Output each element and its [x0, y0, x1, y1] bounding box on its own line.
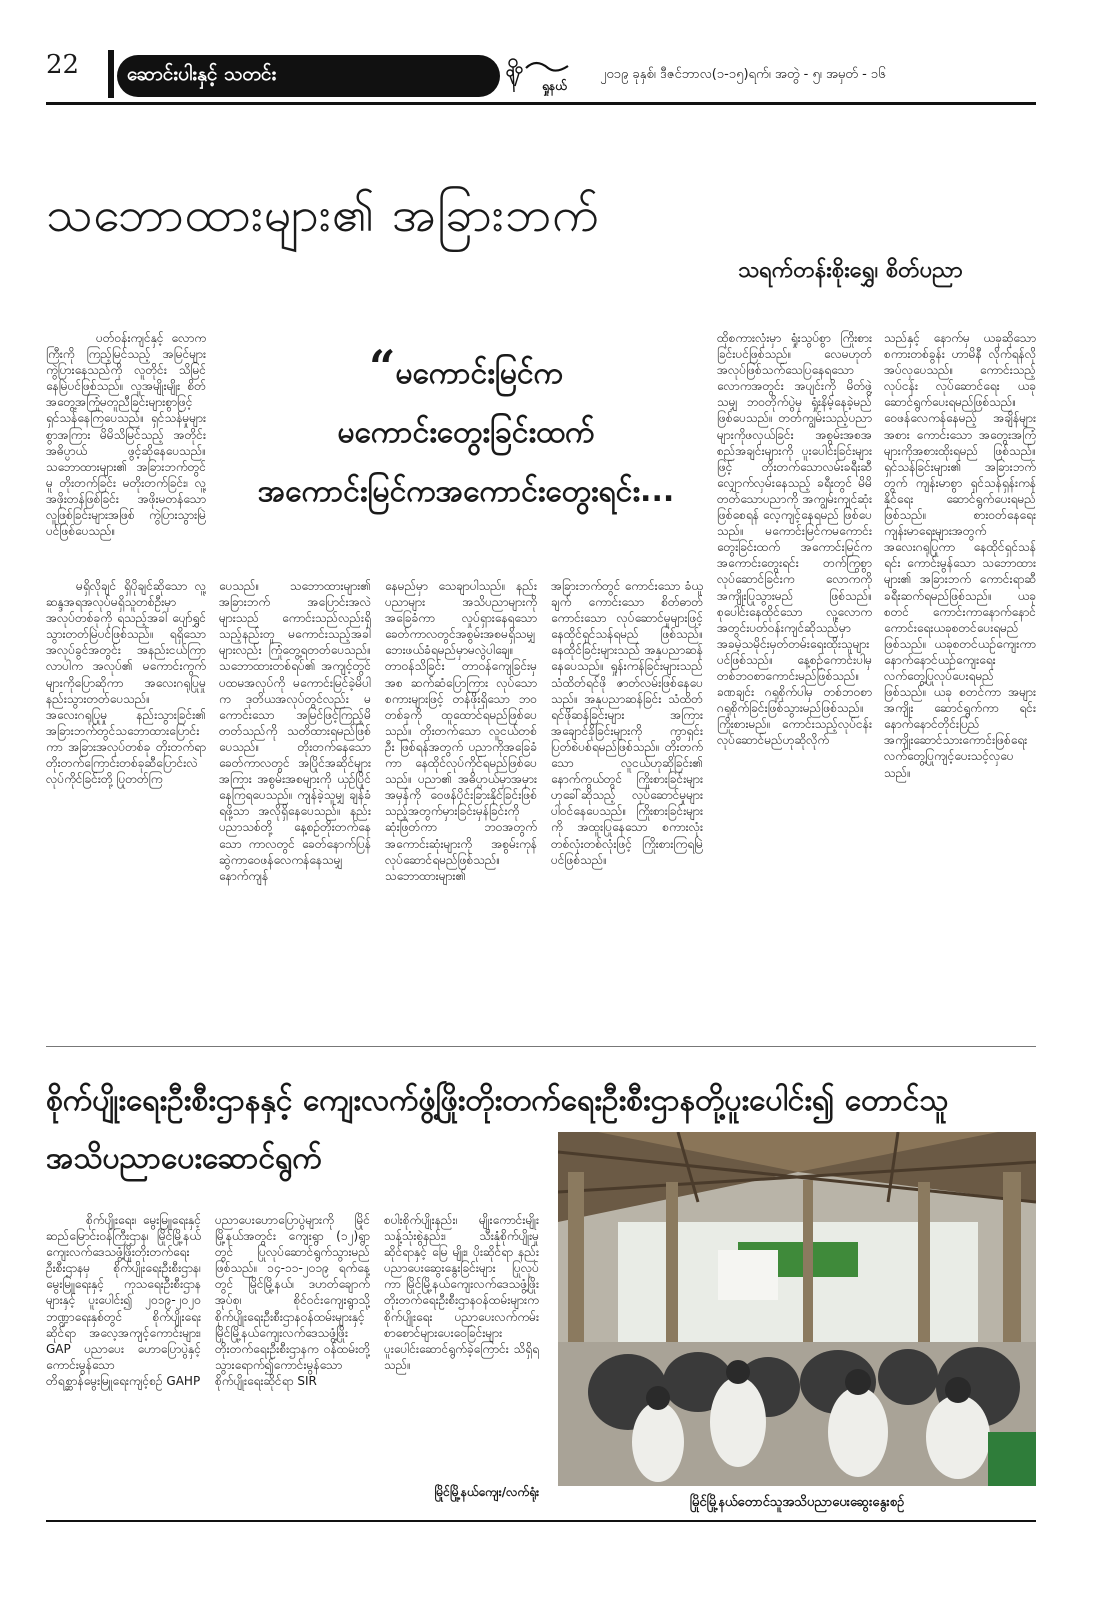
- article-column-6: [884, 330, 1036, 1030]
- article-column-1b: [46, 578, 206, 1030]
- page-number: 22: [46, 50, 80, 80]
- article-byline: သရက်တန်းစိုးရွှေ၊ စိတ်ပညာ: [738, 258, 963, 283]
- news-headline: စိုက်ပျိုးရေးဦးစီးဌာနနှင့် ကျေးလက်ဖွံ့ဖြိုးတိုးတက်ရေးဦးစီးဌာနတို့ပူးပေါင်း၍ တောင်သူ အသိပညာပေးဆောင်ရွက်: [46, 1083, 949, 1176]
- paragraph: မရှိလိုချင် ရှိပိုချင်ဆိုသော လူ့ဆန္ဒအရအလုပ်မရှိသူတစ်ဦးမှာ အလုပ်တစ်ခုကို ရသည့်အခါ ပျော်ရွှင်သွားတတ်မြဲပင်ဖြစ်သည်။ ရရှိသောအလုပ်ခွင်အတွင်း အနည်းငယ်ကြာလာပါက အလုပ်၏ မကောင်းကွက်များကိုပြောဆိုကာ အလေးဂရုပြုမှု နည်းသွားတတ်ပေသည်။ အလေးဂရုပြုမှု နည်းသွားခြင်း၏ အခြားဘက်တွင်သဘောထားပြောင်းကာ အခြားအလုပ်တစ်ခု တိုးတက်ရာတိုးတက်ကြောင်းတစ်ခုဆီပြောင်းလဲလုပ်ကိုင်ခြင်းတို့ ပြုတတ်ကြ: [46, 579, 206, 787]
- paragraph: သည်နှင့် နောက်မှ ယခုဆိုသော စကားတစ်ခွန်း ဟာမိနီ လိုက်ရန်လိုအပ်လှပေသည်။ ကောင်းသည့်လုပ်ငန်း လုပ်ဆောင်ရေး ယခု ဆောင်ရွက်ပေးရမည်ဖြစ်သည်။ ဝေဖန်လေကန်နေမည့် အချိန်များအစား ကောင်းသော အတွေးအကြံများကိုအစားထိုးရမည် ဖြစ်သည်။ ရှင်သန်ခြင်းများ၏ အခြားဘက်တွက် ကျန်းမာစွာ ရှင်သန်ရှန်းကန်နိုင်ရေး ဆောင်ရွက်ပေးရမည်ဖြစ်သည်။ စားဝတ်နေရေး ကျန်းမာရေးများအတွက် အလေးဂရုပြုကာ နေထိုင်ရှင်သန်ရင်း ကောင်းမွန်သော သဘောထားများ၏ အခြားဘက် ကောင်းရာဆီခရီးဆက်ရမည်ဖြစ်သည်။ ယခုစတင် ကောင်းကာနောက်နောင် ကောင်းရေးယခုစတင်ပေးရမည်ဖြစ်သည်။ ယခုစတင်ယဉ်ကျေးကာ နောက်နောင်ယဉ်ကျေးရေး လက်တွေ့ပြုလုပ်ပေးရမည်ဖြစ်သည်။ ယခု စတင်ကာ အများအကျိုး ဆောင်ရွက်ကာ ရင်း နောက်နောင်တိုင်းပြည် အကျိုးဆောင်သားကောင်းဖြစ်ရေး လက်တွေ့ပြုကျင့်ပေးသင့်လှပေသည်။: [884, 331, 1036, 780]
- news-credit: မြိုင်မြို့နယ်ကျေး/လက်ရုံး: [434, 1485, 539, 1499]
- magazine-logo: [504, 56, 594, 96]
- issue-info: ၂၀၁၉ ခုနှစ်၊ ဒီဇင်ဘာလ(၁-၁၅)ရက်၊ အတွဲ - ၅၊ အမှတ် - ၁၆: [600, 67, 886, 82]
- photo-caption: မြိုင်မြို့နယ်တောင်သူအသိပညာပေးဆွေးနွေးစဉ်: [689, 1495, 905, 1510]
- news-column-1: [46, 1212, 201, 1502]
- footer-rule: [46, 1520, 1036, 1522]
- paragraph: ထိုစကားလုံးမှာ ရှုံးသွပ်စွာ ကြိုးစားခြင်းပင်ဖြစ်သည်။ လေမဟုတ် အလုပ်ဖြစ်သက်သေပြနေရသော လောကအတွင်း အပျင်းကို မိတ်ဖွဲ့သမျှ ဘဝတိုက်ပွဲမှ ရှုံးနိမ့်နေခဲ့မည်ဖြစ်ပေသည်။ တတ်ကျွမ်းသည့်ပညာများကိုဖလှယ်ခြင်း အစွမ်းအစအစည်အချင်းများကို ပူးပေါင်းခြင်းများဖြင့် တိုးတက်သောလမ်းခရီးဆီ လျှောက်လှမ်းနေသည့် ခရီးတွင် မိမိတတ်သောပညာကို အကျွမ်းကျင်ဆုံးဖြစ်စေရန် လေ့ကျင့်နေရမည် ဖြစ်ပေသည်။ မကောင်းမြင်ကမကောင်းတွေးခြင်းထက် အကောင်းမြင်ကအကောင်းတွေးရင်း တက်ကြွစွာလုပ်ဆောင်ခြင်းက လောကကိုအကျိုးပြုသွားမည် ဖြစ်သည်။ စုပေါင်းနေထိုင်သော လူ့လောကအတွင်းပတ်ဝန်းကျင်ဆိုသည်မှာ အခမဲ့သမိုင်းမှတ်တမ်းရေးထိုးသူများပင်ဖြစ်သည်။ နေ့စဉ်ကောင်းပါမှ တစ်ဘဝစာကောင်းမည်ဖြစ်သည်။ ခဏချင်း ဂရုစိုက်ပါမှ တစ်ဘဝစာ ဂရုစိုက်ခြင်းဖြစ်သွားမည်ဖြစ်သည်။ ကြိုးစားမည်။ ကောင်းသည့်လုပ်ငန်း လုပ်ဆောင်မည်ဟုဆိုလိုက်: [717, 331, 872, 748]
- article-column-3: [385, 578, 537, 1030]
- article-column-5: [717, 330, 872, 1030]
- pull-quote-line: အကောင်းမြင်ကအကောင်းတွေးရင်း...: [257, 474, 675, 509]
- logo-text: ရှုနယ်: [542, 79, 567, 93]
- article-column-2: [219, 578, 371, 1030]
- pull-quote-line: မကောင်းတွေးခြင်းထက်: [337, 415, 595, 450]
- section-divider: [46, 1046, 1036, 1047]
- news-column-3: [384, 1212, 539, 1482]
- header-rule: [46, 102, 1036, 105]
- flower-icon: [507, 59, 522, 92]
- paragraph: အခြားဘက်တွင် ကောင်းသော ခံယူချက် ကောင်းသော စိတ်ဓာတ် ကောင်းသော လုပ်ဆောင်မှုများဖြင့် နေထိုင်ရှင်သန်ရမည် ဖြစ်သည်။ နေထိုင်ခြင်းများသည် အနုပညာဆန်နေပေသည်။ ရှုန်းကန်ခြင်းများသည်သံထိတ်ရင်ဖို ဇာတ်လမ်းဖြစ်နေပေသည်။ အနုပညာဆန်ခြင်း သံထိတ်ရင်ဖိုဆန်ခြင်းများ အကြား အချောင်ခိုခြင်းများကို ကွာရှင်းပြတ်စဲပစ်ရမည်ဖြစ်သည်။ တိုးတက်သော လူငယ်ဟုဆိုခြင်း၏ နောက်ကွယ်တွင် ကြိုးစားခြင်းများဟုခေါ်ဆိုသည့် လုပ်ဆောင်မှုများ ပါဝင်နေပေသည်။ ကြိုးစားခြင်းများကို အထူးပြုနေသော စကားလုံး တစ်လုံးတစ်လုံးဖြင့် ကြိုးစားကြရမြဲပင်ဖြစ်သည်။: [551, 579, 703, 867]
- paragraph: ပေသည်။ သဘောထားများ၏ အခြားဘက် အပြောင်းအလဲများသည် ကောင်းသည်လည်းရှိသည့်နည်းတူ မကောင်းသည့်အခါများလည်း ကြုံတွေ့ရတတ်ပေသည်။ သဘောထားတစ်ရပ်၏ အကျင့်တွင်ပထမအလုပ်ကို မကောင်းမြင်ခဲ့မိပါက ဒုတိယအလုပ်တွင်လည်း မကောင်းသော အမြင်ဖြင့်ကြည့်မိတတ်သည်ကို သတိထားရမည်ဖြစ်ပေသည်။ တိုးတက်နေသော ခေတ်ကာလတွင် အပြိုင်အဆိုင်များအကြား အစွမ်းအစများကို ယှဉ်ပြိုင်နေကြရပေသည်။ ကျန်ခဲ့သူမျှ ချန်ခံရဖို့သာ အလိုရှိနေပေသည်။ နည်းပညာသစ်တို့ နေ့စဉ်တိုးတက်နေသော ကာလတွင် ခေတ်နောက်ပြန်ဆွဲကာဝေဖန်လေကန်နေသမျှ နောက်ကျန်: [219, 579, 371, 883]
- paragraph: နေမည်မှာ သေချာပါသည်။ နည်းပညာများ အသိပညာများကို အခြေခံကာ လှုပ်ရှားနေရသော ခေတ်ကာလတွင်အစွမ်းအစမရှိသမျှ ဘေးဖယ်ခံရမည်မှာမလွဲပါချေ။ တာဝန်သိခြင်း တာဝန်ကျေခြင်းမှအစ ဆက်ဆံပြောကြား လုပ်သောစကားများဖြင့် တန်ဖိုးရှိသော ဘဝတစ်ခုကို ထူထောင်ရမည်ဖြစ်ပေသည်။ တိုးတက်သော လူငယ်တစ်ဦး ဖြစ်ရန်အတွက် ပညာကိုအခြေခံကာ နေထိုင်လုပ်ကိုင်ရမည်ဖြစ်ပေသည်။ ပညာ၏ အဓိပ္ပာယ်မှာအမှားအမှန်ကို ဝေဖန်ပိုင်းခြားနိုင်ခြင်းဖြစ်သည့်အတွက်မှားခြင်းမှန်ခြင်းကို ဆုံးဖြတ်ကာ ဘဝအတွက် အကောင်းဆုံးများကို အစွမ်းကုန် လုပ်ဆောင်ရမည်ဖြစ်သည်။ သဘောထားများ၏: [385, 579, 537, 883]
- paragraph: စိုက်ပျိုးရေး၊ မွေးမြူရေးနှင့် ဆည်မြောင်းဝန်ကြီးဌာန၊ မြိုင်မြို့နယ်ကျေးလက်ဒေသဖွံ့ဖြိုးတိုးတက်ရေးဦးစီးဌာနမှ စိုက်ပျိုးရေးဦးစီးဌာန၊ မွေးမြူရေးနှင့် ကုသရေးဦးစီးဌာနများနှင့် ပူးပေါင်း၍ ၂၀၁၉-၂၀၂၀ ဘဏ္ဍာရေးနှစ်တွင် စိုက်ပျိုးရေးဆိုင်ရာ အလေ့အကျင့်ကောင်းများ၊ GAP ပညာပေး ဟောပြောပွဲနှင့် ကောင်းမွန်သော တိရစ္ဆာန်မွေးမြူရေးကျင့်စဉ် GAHP: [46, 1213, 201, 1388]
- news-column-2: [215, 1212, 370, 1502]
- header-divider-bar: [108, 50, 114, 98]
- news-photo: [558, 1132, 1036, 1486]
- article-title: သဘောထားများ၏ အခြားဘက်: [46, 187, 601, 243]
- article-column-4: [551, 578, 703, 1030]
- quote-mark: “: [368, 340, 396, 394]
- section-label: ဆောင်းပါးနှင့် သတင်း: [117, 55, 500, 97]
- pull-quote: [236, 338, 696, 521]
- paragraph: ပတ်ဝန်းကျင်နှင့် လောကကြီးကို ကြည့်မြင်သည့် အမြင်များကွဲပြားနေသည်ကို လူတိုင်း သိမြင်နေမြဲပင်ဖြစ်သည်။ လူအမျိုးမျိုး စိတ်အတွေ့အကြုံမတူညီခြင်းများစွာဖြင့် ရှင်သန်နေကြပေသည်။ ရှင်သန်မှုများစွာအကြား မိမိသိမြင်သည့် အတိုင်း အဓိပ္ပာယ် ဖွင့်ဆိုနေပေသည်။ သဘောထားများ၏ အခြားဘက်တွင်မူ တိုးတက်ခြင်း မတိုးတက်ခြင်း၊ လူ့အဖိုးတန်ဖြစ်ခြင်း အဖိုးမတန်သောလူဖြစ်ခြင်းများအဖြစ် ကွဲပြားသွားမြဲပင်ဖြစ်ပေသည်။: [46, 331, 206, 539]
- paragraph: ပညာပေးဟောပြောပွဲများကို မြိုင်မြို့နယ်အတွင်း ကျေးရွာ (၁၂)ရွာတွင် ပြုလုပ်ဆောင်ရွက်သွားမည်ဖြစ်သည်။ ၁၄-၁၁-၂၀၁၉ ရက်နေ့တွင် မြိုင်မြို့နယ်၊ ဒဟတ်ချောက်အုပ်စု၊ စိုင်ဝင်းကျေးရွာသို့ စိုက်ပျိုးရေးဦးစီးဌာနဝန်ထမ်းများနှင့် မြိုင်မြို့နယ်ကျေးလက်ဒေသဖွံ့ဖြိုးတိုးတက်ရေးဦးစီးဌာနက ဝန်ထမ်းတို့ သွားရောက်၍ကောင်းမွန်သော စိုက်ပျိုးရေးဆိုင်ရာ SIR: [215, 1213, 370, 1388]
- pull-quote-line: မကောင်းမြင်က: [395, 356, 564, 391]
- paragraph: စပါးစိုက်ပျိုးနည်း၊ မျိုးကောင်းမျိုးသန့်သုံးစွဲနည်း၊ သီးနှံစိုက်ပျိုးမှုဆိုင်ရာနှင့် မြေ မျိုး၊ ပိုးဆိုင်ရာ နည်းပညာပေးဆွေးနွေးခြင်းများ ပြုလုပ်ကာ မြိုင်မြို့နယ်ကျေးလက်ဒေသဖွံ့ဖြိုးတိုးတက်ရေးဦးစီးဌာနဝန်ထမ်းများက စိုက်ပျိုးရေး ပညာပေးလက်ကမ်းစာစောင်များပေးဝေခြင်းများ ပူးပေါင်းဆောင်ရွက်ခဲ့ကြောင်း သိရှိရသည်။: [384, 1213, 539, 1372]
- article-column-1a: [46, 330, 206, 571]
